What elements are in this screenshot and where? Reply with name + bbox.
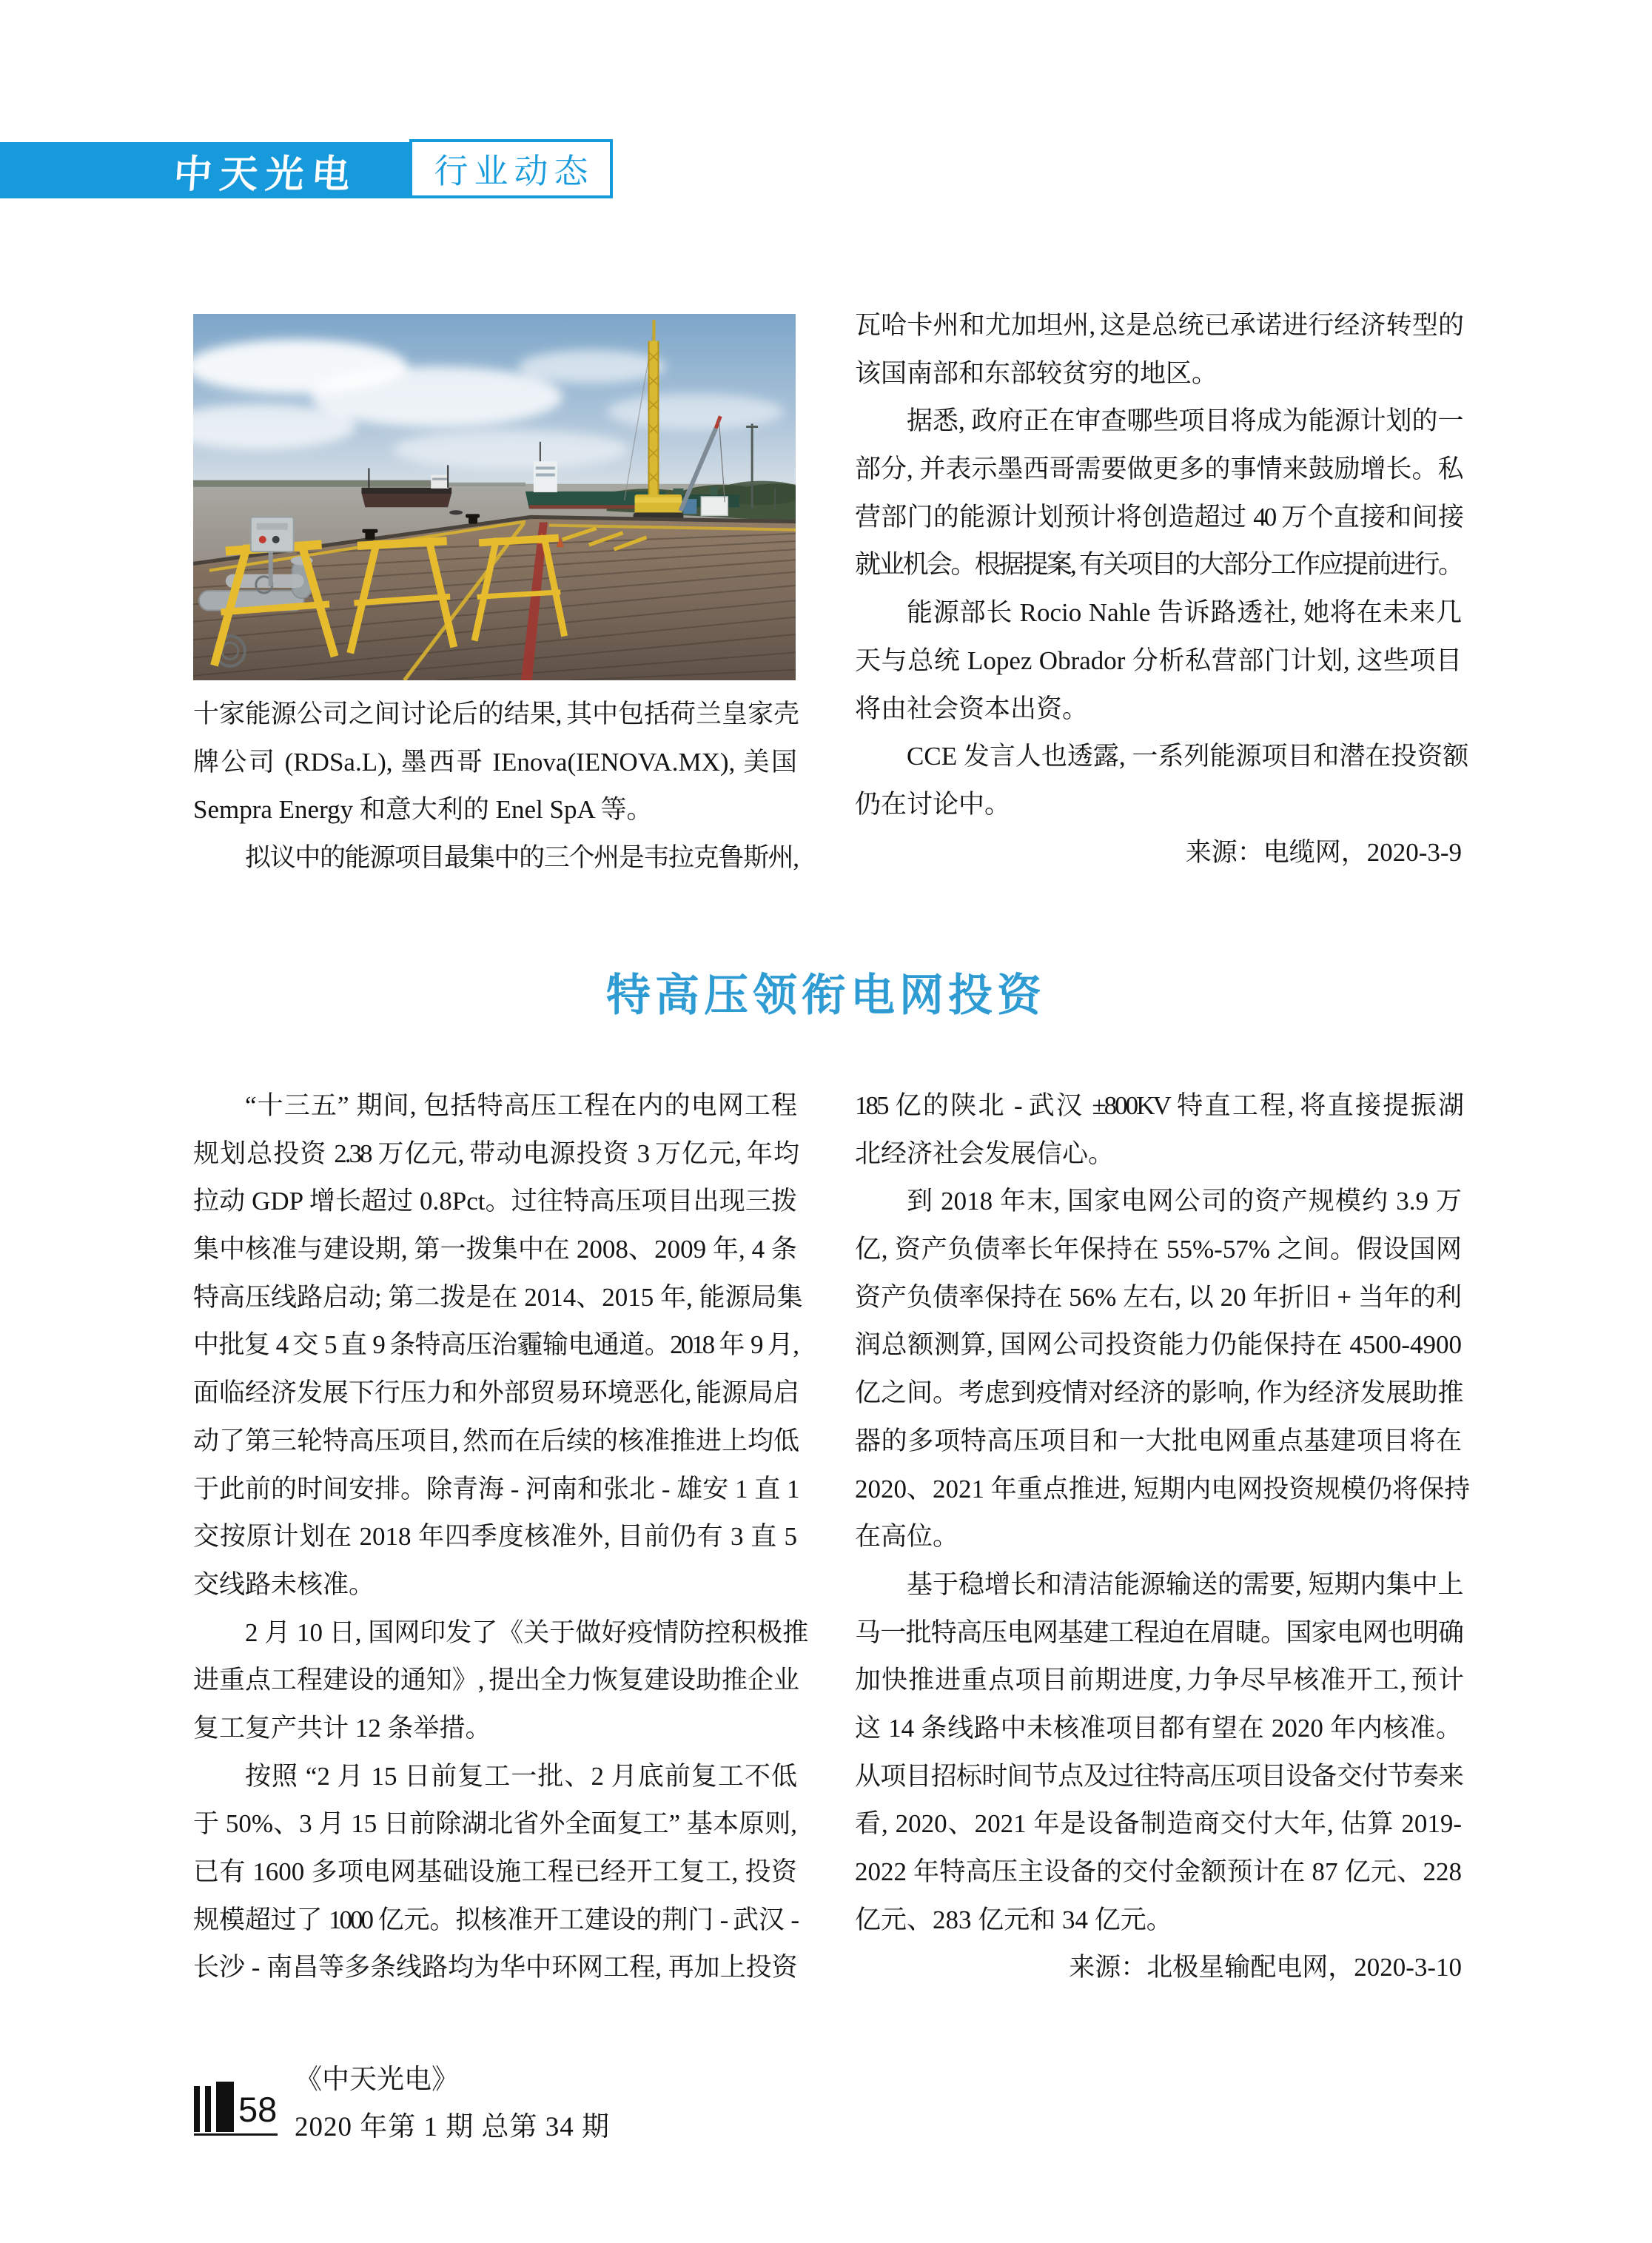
text-line: 复工复产共计 12 条举措。 xyxy=(193,1713,491,1743)
text-line: 拉动 GDP 增长超过 0.8Pct。过往特高压项目出现三拨 xyxy=(193,1187,797,1216)
text-line: 仍在讨论中。 xyxy=(855,789,1011,819)
text-line: 规划总投资 2.38 万亿元, 带动电源投资 3 万亿元, 年均 xyxy=(193,1139,797,1168)
article2-right-column xyxy=(855,1082,1471,1992)
text-line: 到 2018 年末, 国家电网公司的资产规模约 3.9 万 xyxy=(907,1187,1462,1216)
text-line: 器的多项特高压项目和一大批电网重点基建项目将在 xyxy=(855,1426,1462,1455)
text-line: 瓦哈卡州和尤加坦州, 这是总统已承诺进行经济转型的 xyxy=(855,311,1462,340)
article1-left-column xyxy=(193,691,797,882)
text-line: 185 亿的陕北 - 武汉 ±800KV 特直工程, 将直接提振湖 xyxy=(855,1091,1462,1120)
text-line: 部分, 并表示墨西哥需要做更多的事情来鼓励增长。私 xyxy=(855,455,1464,484)
text-line: Sempra Energy 和意大利的 Enel SpA 等。 xyxy=(193,795,653,825)
text-line: 润总额测算, 国网公司投资能力仍能保持在 4500-4900 xyxy=(855,1330,1462,1360)
text-line: 按照 “2 月 15 日前复工一批、2 月底前复工不低 xyxy=(245,1761,797,1791)
text-line: 十家能源公司之间讨论后的结果, 其中包括荷兰皇家壳 xyxy=(193,700,797,728)
text-line: 交线路未核准。 xyxy=(193,1569,375,1599)
text-line: 基于稳增长和清洁能源输送的需要, 短期内集中上 xyxy=(907,1569,1464,1599)
text-line: 在高位。 xyxy=(855,1522,959,1552)
text-line: 于 50%、3 月 15 日前除湖北省外全面复工” 基本原则, xyxy=(193,1809,797,1839)
text-line: 据悉, 政府正在审查哪些项目将成为能源计划的一 xyxy=(907,406,1464,436)
text-line: 牌公司 (RDSa.L), 墨西哥 IEnova(IENOVA.MX), 美国 xyxy=(193,747,797,777)
text-line: 2022 年特高压主设备的交付金额预计在 87 亿元、228 xyxy=(855,1857,1462,1886)
text-line: 北经济社会发展信心。 xyxy=(855,1139,1115,1168)
text-line: 面临经济发展下行压力和外部贸易环境恶化, 能源局启 xyxy=(193,1378,797,1408)
footer-rule xyxy=(194,2133,278,2136)
page-number: 58 xyxy=(238,2090,278,2129)
text-line: 将由社会资本出资。 xyxy=(855,694,1089,723)
dock-photo xyxy=(193,314,796,680)
text-line: 资产负债率保持在 56% 左右, 以 20 年折旧 + 当年的利 xyxy=(855,1282,1462,1312)
text-line: 拟议中的能源项目最集中的三个州是韦拉克鲁斯州, xyxy=(245,843,797,873)
text-line: 看, 2020、2021 年是设备制造商交付大年, 估算 2019- xyxy=(855,1809,1462,1839)
text-line: 长沙 - 南昌等多条线路均为华中环网工程, 再加上投资 xyxy=(193,1953,798,1982)
text-line: 集中核准与建设期, 第一拨集中在 2008、2009 年, 4 条 xyxy=(193,1235,797,1264)
text-line: 已有 1600 多项电网基础设施工程已经开工复工, 投资 xyxy=(193,1857,797,1886)
text-line: 进重点工程建设的通知》, 提出全力恢复建设助推企业 xyxy=(193,1666,797,1695)
text-line: 来源：北极星输配电网，2020-3-10 xyxy=(1069,1953,1462,1982)
article2-left-column xyxy=(193,1082,809,1992)
text-line: 2020、2021 年重点推进, 短期内电网投资规模仍将保持 xyxy=(855,1474,1471,1503)
text-line: 亿之间。考虑到疫情对经济的影响, 作为经济发展助推 xyxy=(855,1378,1464,1408)
text-line: 2 月 10 日, 国网印发了《关于做好疫情防控积极推 xyxy=(245,1617,809,1647)
text-line: 于此前的时间安排。除青海 - 河南和张北 - 雄安 1 直 1 xyxy=(193,1474,800,1503)
text-line: 该国南部和东部较贫穷的地区。 xyxy=(855,358,1218,388)
text-line: 特高压线路启动; 第二拨是在 2014、2015 年, 能源局集 xyxy=(193,1282,803,1312)
text-line: 来源：电缆网，2020-3-9 xyxy=(1185,837,1462,867)
section-label-box xyxy=(409,139,613,198)
text-line: 交按原计划在 2018 年四季度核准外, 目前仍有 3 直 5 xyxy=(193,1522,797,1552)
text-line: 从项目招标时间节点及过往特高压项目设备交付节奏来 xyxy=(855,1761,1462,1791)
text-line: 加快推进重点项目前期进度, 力争尽早核准开工, 预计 xyxy=(855,1666,1462,1695)
text-line: 能源部长 Rocio Nahle 告诉路透社, 她将在未来几 xyxy=(907,598,1462,628)
text-line: “十三五” 期间, 包括特高压工程在内的电网工程 xyxy=(245,1091,797,1120)
header-bar xyxy=(0,142,409,198)
issue-info: 2020 年第 1 期 总第 34 期 xyxy=(295,2112,610,2142)
text-line: CCE 发言人也透露, 一系列能源项目和潜在投资额 xyxy=(907,742,1469,771)
text-line: 马一批特高压电网基建工程迫在眉睫。国家电网也明确 xyxy=(855,1617,1462,1647)
text-line: 就业机会。根据提案, 有关项目的大部分工作应提前进行。 xyxy=(855,550,1462,580)
brand-logo: 中天光电 xyxy=(172,153,359,196)
article2-title: 特高压领衔电网投资 xyxy=(606,971,1046,1020)
text-line: 这 14 条线路中未核准项目都有望在 2020 年内核准。 xyxy=(855,1713,1462,1743)
text-line: 营部门的能源计划预计将创造超过 40 万个直接和间接 xyxy=(855,502,1462,532)
text-line: 中批复 4 交 5 直 9 条特高压治霾输电通道。2018 年 9 月, xyxy=(193,1330,797,1360)
page-number-bars-icon xyxy=(194,2082,234,2132)
article1-right-column xyxy=(855,302,1469,876)
text-line: 亿元、283 亿元和 34 亿元。 xyxy=(855,1905,1172,1934)
dock-photo-illustration xyxy=(193,314,796,680)
text-line: 规模超过了 1000 亿元。拟核准开工建设的荆门 - 武汉 - xyxy=(193,1905,797,1934)
text-line: 动了第三轮特高压项目, 然而在后续的核准推进上均低 xyxy=(193,1426,797,1455)
journal-name: 《中天光电》 xyxy=(295,2065,459,2095)
text-line: 天与总统 Lopez Obrador 分析私营部门计划, 这些项目 xyxy=(855,646,1462,675)
section-label-text: 行业动态 xyxy=(434,152,594,190)
text-line: 亿, 资产负债率长年保持在 55%-57% 之间。假设国网 xyxy=(855,1235,1462,1264)
